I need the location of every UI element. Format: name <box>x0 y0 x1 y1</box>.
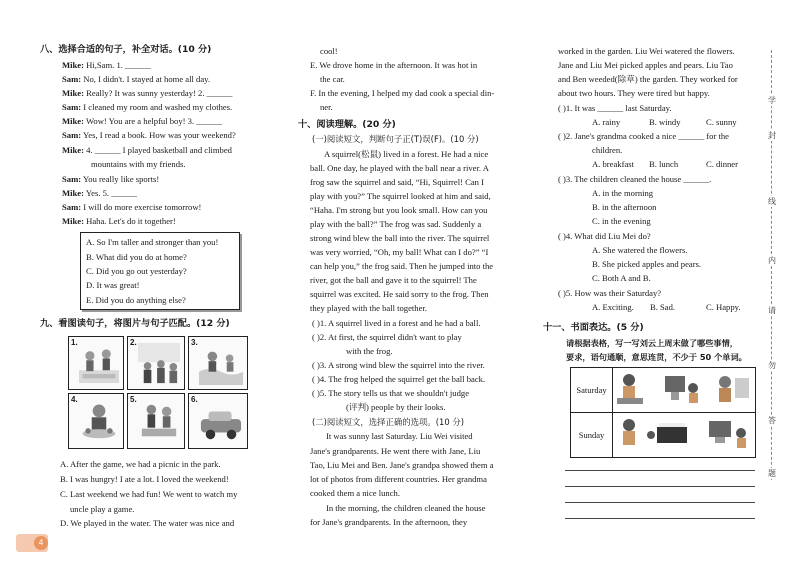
binding-char: 学 <box>768 96 776 105</box>
sentence-b: B. I was hungry! I ate a lot. I loved the weekend! <box>60 474 229 484</box>
question-b1: ( )1. It was ______ last Saturday. <box>558 103 672 113</box>
dialogue-line: Mike: Haha. Let's do it together! <box>62 216 176 226</box>
section-9-title: 九、看图读句子，将图片与句子匹配。(12 分) <box>40 318 230 329</box>
weekend-table <box>570 367 756 458</box>
question-a2-cont: with the frog. <box>346 346 393 356</box>
dialogue-line: mountains with my friends. <box>91 159 186 169</box>
dialogue-line: Mike: Really? It was sunny yesterday! 2. ______ <box>62 88 233 98</box>
binding-char: 答 <box>768 416 776 425</box>
sentence-f: F. In the evening, I helped my dad cook a special din- <box>310 88 495 98</box>
passage-line: “Haha. I'm strong but you look small. How can you <box>310 205 488 215</box>
passage-line: Tao, Liu Mei and Ben. Jane's grandpa showed them a <box>310 460 494 470</box>
picture-6: 6. <box>188 393 248 449</box>
question-b2-cont: children. <box>592 145 623 155</box>
question-b4-opt-b: B. She picked apples and pears. <box>592 259 702 269</box>
dialogue-line: Sam: I will do more exercise tomorrow! <box>62 202 202 212</box>
picture-1: 1. <box>68 336 124 390</box>
passage-line: strong wind blew the ball into the river. The squirrel <box>310 233 490 243</box>
option-e: E. Did you do anything else? <box>86 295 186 305</box>
passage-line: ball. One day, he played with the ball near a river. A <box>310 163 489 173</box>
dialogue-line: Sam: No, I didn't. I stayed at home all day. <box>62 74 211 84</box>
saturday-activity-icons <box>613 368 753 410</box>
writing-line[interactable] <box>565 502 755 503</box>
question-b3-opt-a: A. in the morning <box>592 188 654 198</box>
passage-line: worked in the garden. Liu Wei watered the flowers. <box>558 46 735 56</box>
question-b2-opt-c: C. dinner <box>706 159 738 169</box>
question-b2: ( )2. Jane's grandma cooked a nice ______ for the <box>558 131 729 141</box>
sentence-a: A. After the game, we had a picnic in the park. <box>60 459 221 469</box>
cooking-illustration <box>138 400 180 442</box>
row-label-saturday: Saturday <box>571 368 613 413</box>
binding-char: 题 <box>768 469 776 478</box>
writing-line[interactable] <box>565 486 755 487</box>
dialogue-line: Mike: Wow! You are a helpful boy! 3. ______ <box>62 116 223 126</box>
passage-line: river, got the ball and gave it to the squirrel! The <box>310 275 477 285</box>
picture-3: 3. <box>188 336 248 390</box>
binding-char: 勿 <box>768 361 776 370</box>
binding-char: 内 <box>768 256 776 265</box>
water-play-illustration <box>199 343 243 385</box>
section-11-title: 十一、书面表达。(5 分) <box>543 322 644 333</box>
question-b1-opt-a: A. rainy <box>592 117 621 127</box>
passage-line: squirrel was excited. He said sorry to the frog. Then <box>310 289 489 299</box>
section-8-title: 八、选择合适的句子，补全对话。(10 分) <box>40 44 212 55</box>
passage-line: can help you,” the frog said. Then he jumped into the <box>310 261 494 271</box>
question-b5-opt-a: A. Exciting. <box>592 302 634 312</box>
sunday-activity-icons <box>613 413 753 455</box>
sunday-pictures <box>613 413 756 458</box>
sentence-f-cont: ner. <box>320 102 333 112</box>
question-a5: ( )5. The story tells us that we shouldn't judge <box>312 388 470 398</box>
question-b4-opt-c: C. Both A and B. <box>592 273 651 283</box>
passage-line: A squirrel(松鼠) lived in a forest. He had a nice <box>324 149 489 159</box>
writing-instruction-2: 要求，语句通顺，意思连贯，不少于 50 个单词。 <box>566 352 747 362</box>
sentence-e: E. We drove home in the afternoon. It was hot in <box>310 60 478 70</box>
passage-line: play with the ball?” The frog was sad. Suddenly a <box>310 219 482 229</box>
passage-line: play with you?” The squirrel looked at him and said, <box>310 191 491 201</box>
picnic-illustration <box>79 343 119 383</box>
binding-char: 封 <box>768 131 776 140</box>
binding-char: 请 <box>768 306 776 315</box>
passage-line: was very worried, “Oh, my ball! What can I do?” “I <box>310 247 489 257</box>
eating-illustration <box>79 400 119 440</box>
passage-line: they played with the ball together. <box>310 303 427 313</box>
question-b2-opt-b: B. lunch <box>649 159 679 169</box>
writing-line[interactable] <box>565 470 755 471</box>
part-b-title: (二)阅读短文，选择正确的选项。(10 分) <box>312 417 465 427</box>
dialogue-line: Sam: You really like sports! <box>62 174 160 184</box>
picture-5: 5. <box>127 393 185 449</box>
row-label-sunday: Sunday <box>571 413 613 458</box>
page-number: 4 <box>34 536 48 550</box>
option-a: A. So I'm taller and stronger than you! <box>86 237 219 247</box>
passage-line: for Jane's grandparents. In the afternoon, they <box>310 517 468 527</box>
question-b1-opt-c: C. sunny <box>706 117 737 127</box>
picture-2: 2. <box>127 336 185 390</box>
dialogue-line: Mike: Yes. 5. ______ <box>62 188 137 198</box>
question-a1: ( )1. A squirrel lived in a forest and he had a ball. <box>312 318 481 328</box>
question-b2-opt-a: A. breakfast <box>592 159 634 169</box>
passage-line: cooked them a nice lunch. <box>310 488 400 498</box>
sentence-e-cont: the car. <box>320 74 345 84</box>
writing-instruction-1: 请根据表格，写一写刘云上周末做了哪些事情， <box>566 338 738 348</box>
passage-line: Jane's grandparents. He went there with Jane, Liu <box>310 446 481 456</box>
passage-line: lot of photos from different countries. Her grandma <box>310 474 487 484</box>
sentence-d-cont: cool! <box>320 46 338 56</box>
question-b3-opt-b: B. in the afternoon <box>592 202 657 212</box>
passage-line: about two hours. They were tired but happy. <box>558 88 710 98</box>
passage-line: and Ben weeded(除草) the garden. They worked for <box>558 74 738 84</box>
passage-line: frog saw the squirrel and said, “Hi, Squirrel! Can I <box>310 177 484 187</box>
part-a-title: (一)阅读短文，判断句子正(T)误(F)。(10 分) <box>312 134 479 144</box>
question-b5: ( )5. How was their Saturday? <box>558 288 662 298</box>
picture-4: 4. <box>68 393 124 449</box>
sentence-c: C. Last weekend we had fun! We went to watch my <box>60 489 238 499</box>
passage-line: Jane and Liu Mei picked apples and pears. Liu Tao <box>558 60 733 70</box>
car-illustration <box>199 400 243 442</box>
option-d: D. It was great! <box>86 280 140 290</box>
option-b: B. What did you do at home? <box>86 252 187 262</box>
dialogue-line: Mike: 4. ______ I played basketball and climbed <box>62 145 232 155</box>
question-b3-opt-c: C. in the evening <box>592 216 651 226</box>
question-b1-opt-b: B. windy <box>649 117 681 127</box>
dialogue-line: Sam: I cleaned my room and washed my clothes. <box>62 102 233 112</box>
options-box <box>80 232 240 310</box>
sentence-c-cont: uncle play a game. <box>70 504 135 514</box>
question-a4: ( )4. The frog helped the squirrel get the ball back. <box>312 374 486 384</box>
question-b5-opt-c: C. Happy. <box>706 302 741 312</box>
question-a5-cont: (评判) people by their looks. <box>346 402 446 412</box>
saturday-pictures <box>613 368 756 413</box>
dialogue-line: Mike: Hi,Sam. 1. ______ <box>62 60 151 70</box>
question-a3: ( )3. A strong wind blew the squirrel into the river. <box>312 360 485 370</box>
binding-char: 线 <box>768 197 776 206</box>
question-b4: ( )4. What did Liu Mei do? <box>558 231 651 241</box>
option-c: C. Did you go out yesterday? <box>86 266 187 276</box>
question-a2: ( )2. At first, the squirrel didn't want to play <box>312 332 462 342</box>
section-10-title: 十、阅读理解。(20 分) <box>298 119 396 130</box>
question-b5-opt-b: B. Sad. <box>650 302 676 312</box>
passage-line: In the morning, the children cleaned the house <box>326 503 486 513</box>
writing-line[interactable] <box>565 518 755 519</box>
question-b3: ( )3. The children cleaned the house ______. <box>558 174 712 184</box>
question-b4-opt-a: A. She watered the flowers. <box>592 245 688 255</box>
passage-line: It was sunny last Saturday. Liu Wei visited <box>326 431 473 441</box>
sentence-d: D. We played in the water. The water was nice and <box>60 518 235 528</box>
game-illustration <box>138 343 180 385</box>
dialogue-line: Sam: Yes, I read a book. How was your weekend? <box>62 130 236 140</box>
